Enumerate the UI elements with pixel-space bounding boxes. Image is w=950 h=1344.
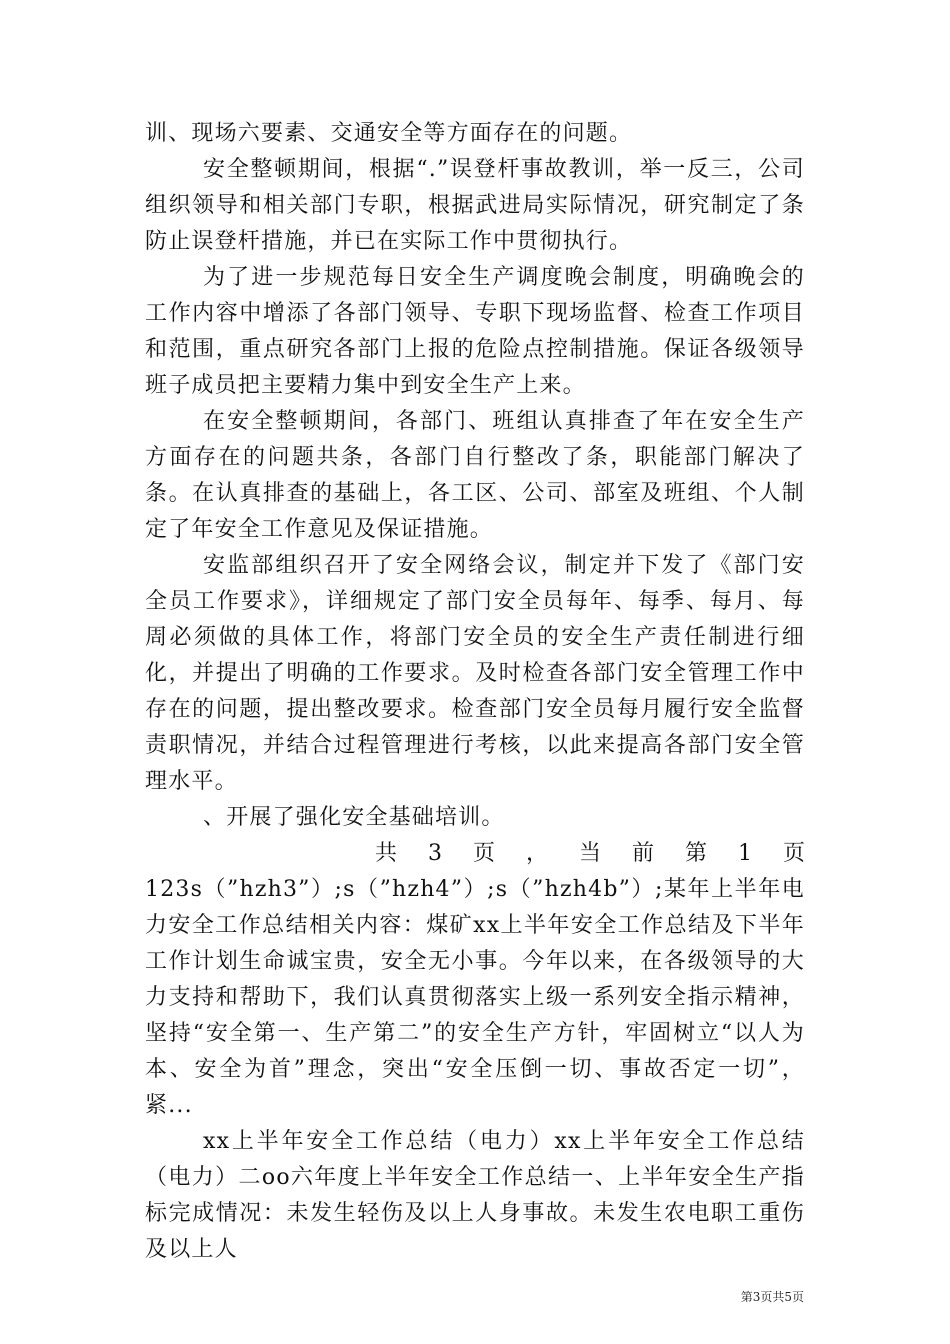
- page-counter-part: 1: [737, 841, 752, 866]
- page-footer: 第3页共5页: [740, 1290, 804, 1304]
- page-counter-part: 前: [631, 841, 654, 866]
- paragraph-dispatch-meeting: 为了进一步规范每日安全生产调度晚会制度，明确晚会的工作内容中增添了各部门领导、专职下现场监督、检查工作项目和范围，重点研究各部门上报的危险点控制措施。保证各级领导班子成员把主要精力集中到安全生产上来。: [145, 265, 805, 398]
- page-counter: [145, 836, 805, 872]
- paragraph-rectification: 在安全整顿期间，各部门、班组认真排查了年在安全生产方面存在的问题共条，各部门自行整改了条，职能部门解决了条。在认真排查的基础上，各工区、公司、部室及班组、个人制定了年安全工作意见及保证措施。: [145, 409, 805, 542]
- page-counter-part: ，: [525, 841, 548, 866]
- document-body: [145, 116, 805, 1268]
- page-counter-part: 3: [428, 841, 442, 866]
- paragraph-continuation: 训、现场六要素、交通安全等方面存在的问题。: [145, 121, 633, 146]
- paragraph-training: 、开展了强化安全基础培训。: [203, 805, 505, 830]
- page-counter-part: 页: [472, 841, 495, 866]
- page-counter-part: 页: [782, 841, 805, 866]
- page-counter-part: 当: [578, 841, 601, 866]
- paragraph-safety-network: 安监部组织召开了安全网络会议，制定并下发了《部门安全员工作要求》，详细规定了部门安全员每年、每季、每月、每周必须做的具体工作，将部门安全员的安全生产责任制进行细化，并提出了明确的工作要求。及时检查各部门安全管理工作中存在的问题，提出整改要求。检查部门安全员每月履行安全监督责职情况，并结合过程管理进行考核，以此来提高各部门安全管理水平。: [145, 553, 805, 794]
- paragraph-anti-climb-measures: 安全整顿期间，根据“.”误登杆事故教训，举一反三，公司组织领导和相关部门专职，根据武进局实际情况，研究制定了条防止误登杆措施，并已在实际工作中贯彻执行。: [145, 157, 805, 254]
- page-counter-part: 共: [375, 841, 398, 866]
- paragraph-half-year-summary: xx上半年安全工作总结（电力）xx上半年安全工作总结（电力）二oo六年度上半年安全工作总结一、上半年安全生产指标完成情况：未发生轻伤及以上人身事故。未发生农电职工重伤及以上人: [145, 1129, 805, 1262]
- page-counter-part: 第: [684, 841, 707, 866]
- paragraph-related-content: 123s（”hzh3”）;s（”hzh4”）;s（”hzh4b”）;某年上半年电力安全工作总结相关内容：煤矿xx上半年安全工作总结及下半年工作计划生命诚宝贵，安全无小事。今年以来，在各级领导的大力支持和帮助下，我们认真贯彻落实上级一系列安全指示精神，坚持“安全第一、生产第二”的安全生产方针，牢固树立“以人为本、安全为首”理念，突出“安全压倒一切、事故否定一切”，紧...: [145, 877, 805, 1118]
